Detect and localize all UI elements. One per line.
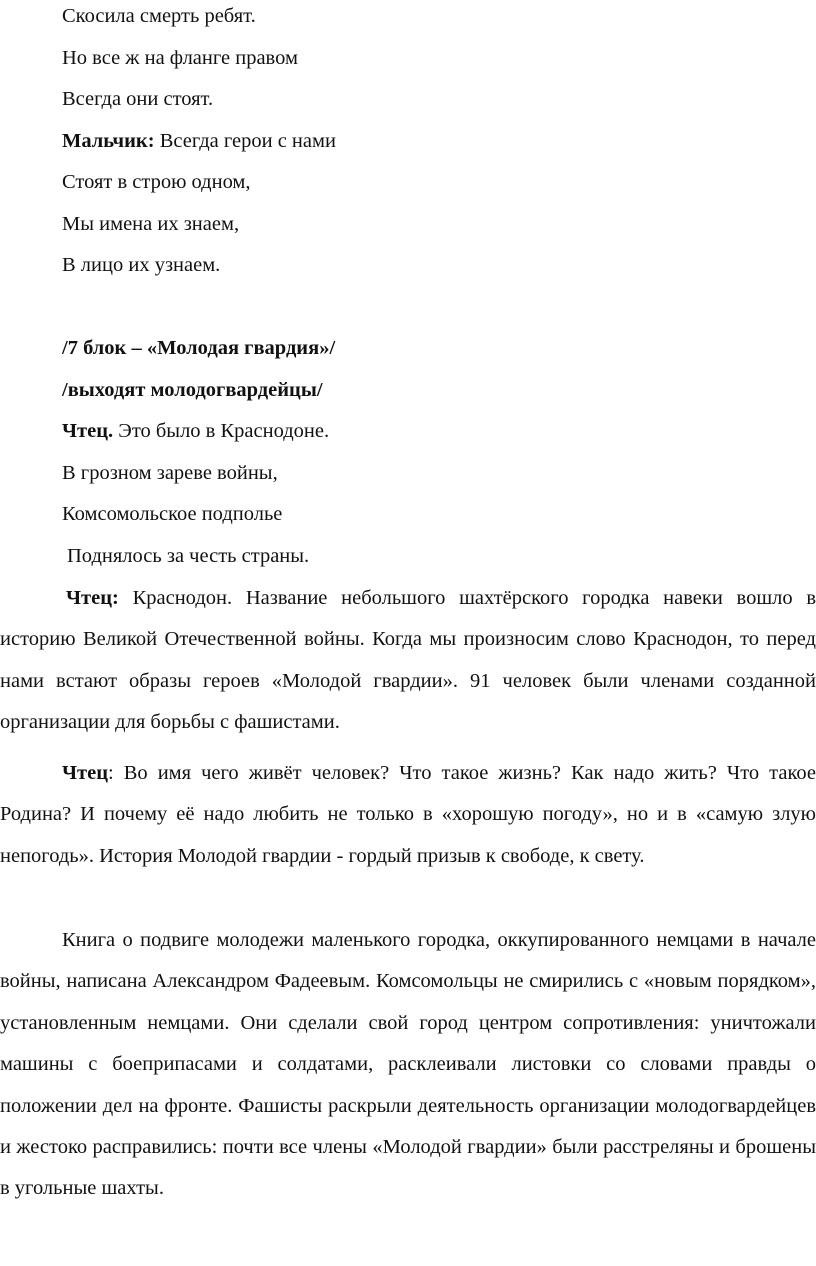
paragraph: Чтец: Краснодон. Название небольшого шахтёрского городка навеки вошло в историю Великой Отечественной войны. Когда мы произносим слово Краснодон, то перед нами встают образы героев «Молодой гвардии». 91 человек были членами созданной организации для борьбы с фашистами. bbox=[0, 587, 816, 734]
poem-line: Стоят в строю одном, bbox=[62, 171, 251, 193]
poem-line: В лицо их узнаем. bbox=[62, 254, 221, 276]
paragraph: Книга о подвиге молодежи маленького городка, оккупированного немцами в начале войны, написана Александром Фадеевым. Комсомольцы не смирились с «новым порядком», установленным немцами. Они сделали свой город центром сопротивления: уничтожали машины с боеприпасами и солдатами, расклеивали листовки со словами правды о положении дел на фронте. Фашисты раскрыли деятельность организации молодогвардейцев и жестоко расправились: почти все члены «Молодой гвардии» были расстреляны и брошены в угольные шахты. bbox=[0, 929, 816, 1200]
stage-direction: /выходят молодогвардейцы/ bbox=[62, 379, 323, 401]
poem-line: Комсомольское подполье bbox=[62, 503, 283, 525]
poem-line: Мы имена их знаем, bbox=[62, 213, 240, 235]
speaker-label: Чтец: bbox=[66, 587, 119, 609]
speaker-label: Мальчик: bbox=[62, 130, 155, 152]
speaker-label: Чтец bbox=[62, 762, 109, 784]
speaker-label: Чтец. bbox=[62, 420, 114, 442]
poem-line: Поднялось за честь страны. bbox=[67, 545, 310, 567]
block-title: /7 блок – «Молодая гвардия»/ bbox=[62, 337, 336, 359]
poem-line: Но все ж на фланге правом bbox=[62, 47, 298, 69]
poem-line-text: Всегда герои с нами bbox=[154, 130, 336, 152]
poem-line: В грозном зареве войны, bbox=[62, 462, 278, 484]
poem-line bbox=[62, 129, 336, 153]
paragraph: Чтец: Во имя чего живёт человек? Что такое жизнь? Как надо жить? Что такое Родина? И почему её надо любить не только в «хорошую погоду», но и в «самую злую непогодь». История Молодой гвардии - гордый призыв к свободе, к свету. bbox=[0, 762, 816, 867]
poem-line bbox=[62, 419, 329, 443]
poem-line-text: Это было в Краснодоне. bbox=[113, 420, 330, 442]
poem-line: Всегда они стоят. bbox=[62, 88, 214, 110]
poem-line: Скосила смерть ребят. bbox=[62, 5, 256, 27]
